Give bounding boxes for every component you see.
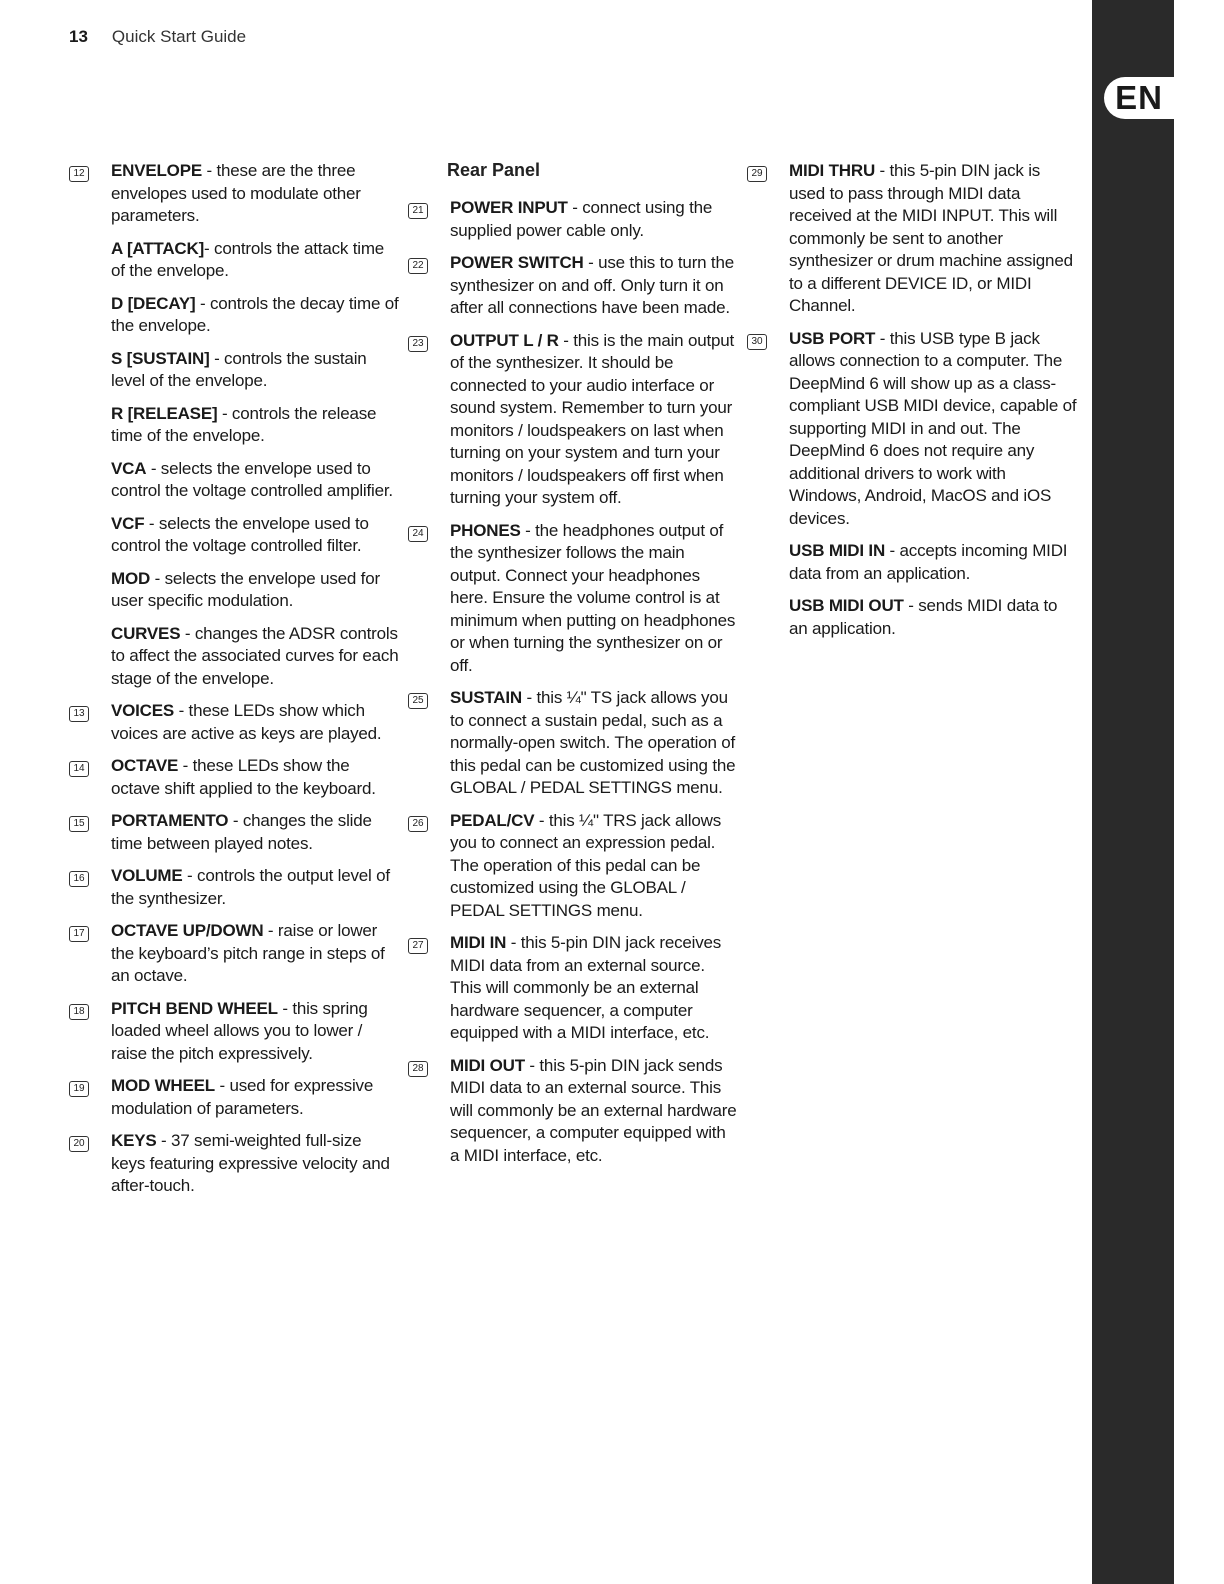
callout-item-15 (69, 810, 399, 855)
control-term: OCTAVE UP/DOWN (111, 921, 264, 940)
description-paragraph (111, 1130, 399, 1198)
callout-item-26 (408, 810, 738, 923)
callout-number-badge: 12 (69, 166, 89, 182)
column-front-panel (69, 160, 399, 1208)
control-description: - controls the release time of the envelope. (111, 403, 377, 445)
control-description: - sends MIDI data to an application. (789, 596, 1058, 638)
callout-number-badge: 19 (69, 1081, 89, 1097)
callout-item-25 (408, 687, 738, 800)
callout-item-24 (408, 520, 738, 678)
callout-body (111, 755, 399, 800)
description-paragraph (111, 293, 399, 338)
control-description: - use this to turn the synthesizer on and off. Only turn it on after all connections have been made. (450, 253, 734, 317)
control-description: - these LEDs show which voices are active as keys are played. (111, 701, 382, 743)
control-description: - accepts incoming MIDI data from an application. (789, 541, 1068, 583)
control-term: MOD (111, 568, 151, 588)
callout-item-28 (408, 1055, 738, 1168)
document-title: Quick Start Guide (111, 27, 247, 46)
callout-number-badge: 24 (408, 526, 428, 542)
sidebar-band (1092, 0, 1174, 1584)
callout-item-16 (69, 865, 399, 910)
control-description: - these LEDs show the octave shift applied to the keyboard. (111, 756, 376, 798)
control-description: - selects the envelope used for user specific modulation. (111, 568, 380, 610)
section-heading-rear-panel: Rear Panel (447, 160, 541, 180)
control-term: VCF (111, 513, 145, 533)
control-term: MOD WHEEL (111, 1076, 215, 1095)
description-paragraph (450, 1055, 738, 1168)
description-paragraph (111, 623, 399, 691)
callout-body (111, 920, 399, 988)
control-term: MIDI OUT (450, 1055, 525, 1075)
callout-item-18 (69, 998, 399, 1066)
description-paragraph (450, 810, 738, 923)
callout-body (111, 865, 399, 910)
column-rear-panel-continued (747, 160, 1077, 650)
callout-item-17 (69, 920, 399, 988)
control-term: VOLUME (111, 866, 183, 885)
callout-item-12 (69, 160, 399, 690)
control-description: - selects the envelope used to control the voltage controlled amplifier. (111, 458, 393, 500)
control-term: D [DECAY] (111, 293, 196, 313)
control-description: - this ¼" TRS jack allows you to connect an expression pedal. The operation of this pedal can be customized using the GLOBAL / PEDAL SETTINGS menu. (450, 810, 721, 920)
control-term: S [SUSTAIN] (111, 348, 210, 368)
callout-number-badge: 30 (747, 334, 767, 350)
control-term: USB MIDI IN (789, 541, 886, 560)
description-paragraph (111, 700, 399, 745)
callout-body (111, 810, 399, 855)
callout-number-badge: 17 (69, 926, 89, 942)
control-description: - this spring loaded wheel allows you to lower / raise the pitch expressively. (111, 998, 368, 1063)
control-description: - controls the output level of the synthesizer. (111, 866, 390, 908)
callout-body (789, 328, 1077, 641)
control-description: - raise or lower the keyboard’s pitch range in steps of an octave. (111, 921, 385, 985)
callout-number-badge: 18 (69, 1004, 89, 1020)
description-paragraph (450, 197, 738, 242)
control-term: ENVELOPE (111, 161, 202, 180)
control-description: - controls the decay time of the envelope. (111, 293, 399, 335)
callout-body (111, 1075, 399, 1120)
callout-number-badge: 26 (408, 816, 428, 832)
callout-body (450, 810, 738, 923)
control-description: - changes the slide time between played notes. (111, 811, 372, 853)
control-term: PORTAMENTO (111, 811, 229, 830)
callout-number-badge: 22 (408, 258, 428, 274)
description-paragraph (111, 568, 399, 613)
description-paragraph (789, 595, 1077, 640)
callout-item-21 (408, 197, 738, 242)
callout-body (111, 998, 399, 1066)
control-term: VCA (111, 458, 147, 478)
control-term: PITCH BEND WHEEL (111, 998, 278, 1018)
callout-number-badge: 29 (747, 166, 767, 182)
control-description: - this ¼" TS jack allows you to connect a sustain pedal, such as a normally-open switch. The operation of this pedal can be customized using the GLOBAL / PEDAL SETTINGS menu. (450, 688, 736, 797)
control-term: POWER INPUT (450, 198, 568, 217)
callout-body (789, 160, 1077, 318)
description-paragraph (450, 520, 738, 678)
description-paragraph (789, 160, 1077, 318)
control-term: POWER SWITCH (450, 253, 584, 272)
callout-body (450, 252, 738, 320)
control-description: - the headphones output of the synthesizer follows the main output. Connect your headphones here. Ensure the volume control is at minimum when putting on headphones or when turning the synthesizer on or off. (450, 520, 736, 675)
callout-number-badge: 28 (408, 1061, 428, 1077)
control-description: - this 5-pin DIN jack receives MIDI data from an external source. This will commonly be an external hardware sequencer, a computer equipped with a MIDI interface, etc. (450, 933, 722, 1042)
callout-item-27 (408, 932, 738, 1045)
control-term: USB MIDI OUT (789, 596, 904, 615)
callout-item-29 (747, 160, 1077, 318)
control-description: - connect using the supplied power cable only. (450, 198, 713, 240)
description-paragraph (111, 160, 399, 228)
control-term: KEYS (111, 1131, 157, 1150)
description-paragraph (111, 403, 399, 448)
callout-item-30 (747, 328, 1077, 641)
callout-number-badge: 21 (408, 203, 428, 219)
control-description: - selects the envelope used to control the voltage controlled filter. (111, 513, 369, 555)
description-paragraph (111, 1075, 399, 1120)
callout-body (450, 330, 738, 510)
callout-body (450, 520, 738, 678)
control-description: - this 5-pin DIN jack sends MIDI data to an external source. This will commonly be an external hardware sequencer, a computer equipped with a MIDI interface, etc. (450, 1055, 737, 1165)
control-description: - controls the attack time of the envelope. (111, 238, 385, 280)
control-description: - used for expressive modulation of parameters. (111, 1076, 374, 1118)
description-paragraph (111, 458, 399, 503)
control-term: PHONES (450, 520, 521, 540)
callout-number-badge: 16 (69, 871, 89, 887)
callout-body (111, 1130, 399, 1198)
description-paragraph (111, 920, 399, 988)
control-description: - these are the three envelopes used to modulate other parameters. (111, 161, 361, 225)
callout-item-14 (69, 755, 399, 800)
description-paragraph (111, 348, 399, 393)
callout-number-badge: 27 (408, 938, 428, 954)
callout-number-badge: 14 (69, 761, 89, 777)
callout-body (111, 160, 399, 690)
control-description: - this 5-pin DIN jack is used to pass through MIDI data received at the MIDI INPUT. This will commonly be sent to another synthesizer or drum machine assigned to a different DEVICE ID, or MIDI Channel. (789, 161, 1073, 315)
control-description: - changes the ADSR controls to affect the associated curves for each stage of the envelope. (111, 623, 399, 688)
page-header (69, 27, 246, 47)
callout-body (450, 687, 738, 800)
description-paragraph (450, 330, 738, 510)
control-term: OUTPUT L / R (450, 330, 559, 350)
callout-item-23 (408, 330, 738, 510)
callout-body (450, 197, 738, 242)
description-paragraph (111, 810, 399, 855)
control-term: OCTAVE (111, 756, 179, 775)
control-term: CURVES (111, 623, 181, 643)
rear-panel-items (408, 197, 738, 1167)
callout-number-badge: 15 (69, 816, 89, 832)
callout-number-badge: 25 (408, 693, 428, 709)
control-term: MIDI THRU (789, 161, 876, 180)
control-term: PEDAL/CV (450, 810, 535, 830)
description-paragraph (450, 252, 738, 320)
callout-item-20 (69, 1130, 399, 1198)
control-term: SUSTAIN (450, 688, 522, 707)
control-description: - this is the main output of the synthesizer. It should be connected to your audio interface or sound system. Remember to turn your monitors / loudspeakers on last when turning on your system and turn your monitors / loudspeakers off first when turning your system off. (450, 330, 735, 507)
callout-body (450, 1055, 738, 1168)
control-term: MIDI IN (450, 933, 507, 952)
description-paragraph (450, 932, 738, 1045)
description-paragraph (450, 687, 738, 800)
callout-number-badge: 20 (69, 1136, 89, 1152)
control-term: R [RELEASE] (111, 403, 218, 423)
description-paragraph (789, 328, 1077, 531)
description-paragraph (111, 238, 399, 283)
callout-number-badge: 13 (69, 706, 89, 722)
control-term: VOICES (111, 701, 175, 720)
language-tab: EN (1104, 77, 1174, 119)
description-paragraph (111, 865, 399, 910)
control-description: - this USB type B jack allows connection to a computer. The DeepMind 6 will show up as a class-compliant USB MIDI device, capable of supporting MIDI in and out. The DeepMind 6 does not require any additional drivers to work with Windows, Android, MacOS and iOS devices. (789, 328, 1077, 528)
control-term: A [ATTACK] (111, 238, 205, 258)
control-term: USB PORT (789, 328, 876, 348)
callout-item-19 (69, 1075, 399, 1120)
control-description: - 37 semi-weighted full-size keys featuring expressive velocity and after-touch. (111, 1131, 390, 1195)
callout-item-22 (408, 252, 738, 320)
control-description: - controls the sustain level of the envelope. (111, 348, 367, 390)
page-number: 13 (69, 27, 88, 46)
callout-item-13 (69, 700, 399, 745)
description-paragraph (111, 998, 399, 1066)
callout-body (111, 700, 399, 745)
description-paragraph (111, 755, 399, 800)
callout-body (450, 932, 738, 1045)
description-paragraph (111, 513, 399, 558)
description-paragraph (789, 540, 1077, 585)
column-rear-panel (408, 160, 738, 1177)
callout-number-badge: 23 (408, 336, 428, 352)
